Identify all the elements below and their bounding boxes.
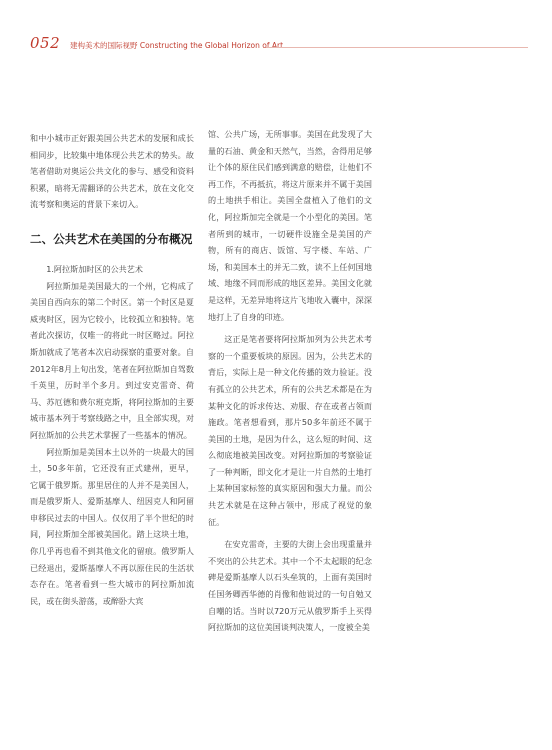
paragraph: 这正是笔者要将阿拉斯加列为公共艺术考察的一个重要板块的原因。因为，公共艺术的背后，实际上是一种文化传播的效力验证。没有孤立的公共艺术，所有的公共艺术都是在为某种文化的诉求传达、劝服、存在或者占领而施政。笔者想看到，那片50多年前还不属于美国的土地，是因为什么，这么短的时间、这么彻底地被美国改变。对阿拉斯加的考察验证了一种判断，即文化才是让一片自然的土地打上某种国家标签的真实原因和强大力量。而公共艺术就是在这种占领中，形成了视觉的象征。: [208, 334, 372, 527]
paragraph: 在安克雷奇，主要的大街上会出现重量并不突出的公共艺术。其中一个不太起眼的纪念碑是爱斯基摩人以石头垒筑的，上面有美国时任国务卿西华德的肖像和他说过的一句自勉又自嘲的话。当时以720万元从俄罗斯手上买得阿拉斯加的这位美国谈判决策人，一度被全美: [208, 539, 372, 633]
paragraph: 阿拉斯加是美国最大的一个州，它构成了美国自西向东的第二个时区。第一个时区是夏威夷时区，因为它较小，比较孤立和独特。笔者此次探访，仅唯一的将此一时区略过。阿拉斯加就成了笔者本次启动探察的重要对象。自2012年8月上旬出发，笔者在阿拉斯加自驾数千英里，历时半个多月。到过安克雷奇、荷马、苏厄德和费尔班克斯，将阿拉斯加的主要城市基本列于考察线路之中，且全部实现，对阿拉斯加的公共艺术掌握了一些基本的情况。: [30, 280, 194, 440]
section-heading: 二、公共艺术在美国的分布概况: [30, 231, 193, 246]
page-number: 052: [30, 34, 61, 52]
subheading: 1.阿拉斯加时区的公共艺术: [46, 263, 143, 274]
page-header: [30, 34, 528, 56]
intro-paragraph: 和中小城市正好跟美国公共艺术的发展和成长相同步，比较集中地体现公共艺术的势头。故笔者借助对奥运公共文化的参与、感受和资料积累，暗将无需翻译的公共艺术，放在文化交流考察和奥运的背景下来切入。: [30, 133, 194, 210]
paragraph: 阿拉斯加是美国本土以外的一块最大的国土，50多年前，它还没有正式建州，更早，它属于俄罗斯。那里居住的人并不是美国人，而是俄罗斯人、爱斯基摩人、纽因克人和阿留申移民过去的中国人。仅仅用了半个世纪的时间，阿拉斯加全部被美国化。踏上这块土地，你几乎再也看不到其他文化的留痕。俄罗斯人已经退出，爱斯基摩人不再以原住民的生活状态存在。笔者看到一些大城市的阿拉斯加流民，或在街头游荡，或醉卧大宾: [30, 446, 194, 606]
paragraph: 馆、公共广场，无所事事。美国在此发现了大量的石油、黄金和天然气，当然，舍得用足够让个体的原住民们感到满意的赔偿，让他们不再工作，不再抵抗，将这片原来并不属于美国的土地拱手相让。美国全盘植入了他们的文化，阿拉斯加完全就是一个小型化的美国。笔者所到的城市，一切硬件设施全是美国的产物，所有的商店、饭馆、写字楼、车站、广场，和美国本土的并无二致，读不上任何国地域、地缘不同而形成的地区差异。美国文化就是这样，无差异地将这片飞地收入囊中，深深地打上了自身的印迹。: [208, 129, 372, 322]
left-column: [30, 130, 194, 609]
header-divider: [266, 47, 528, 48]
running-title: 建构美术的国际视野 Constructing the Global Horizon of Art: [70, 41, 284, 50]
right-column: [208, 126, 372, 636]
